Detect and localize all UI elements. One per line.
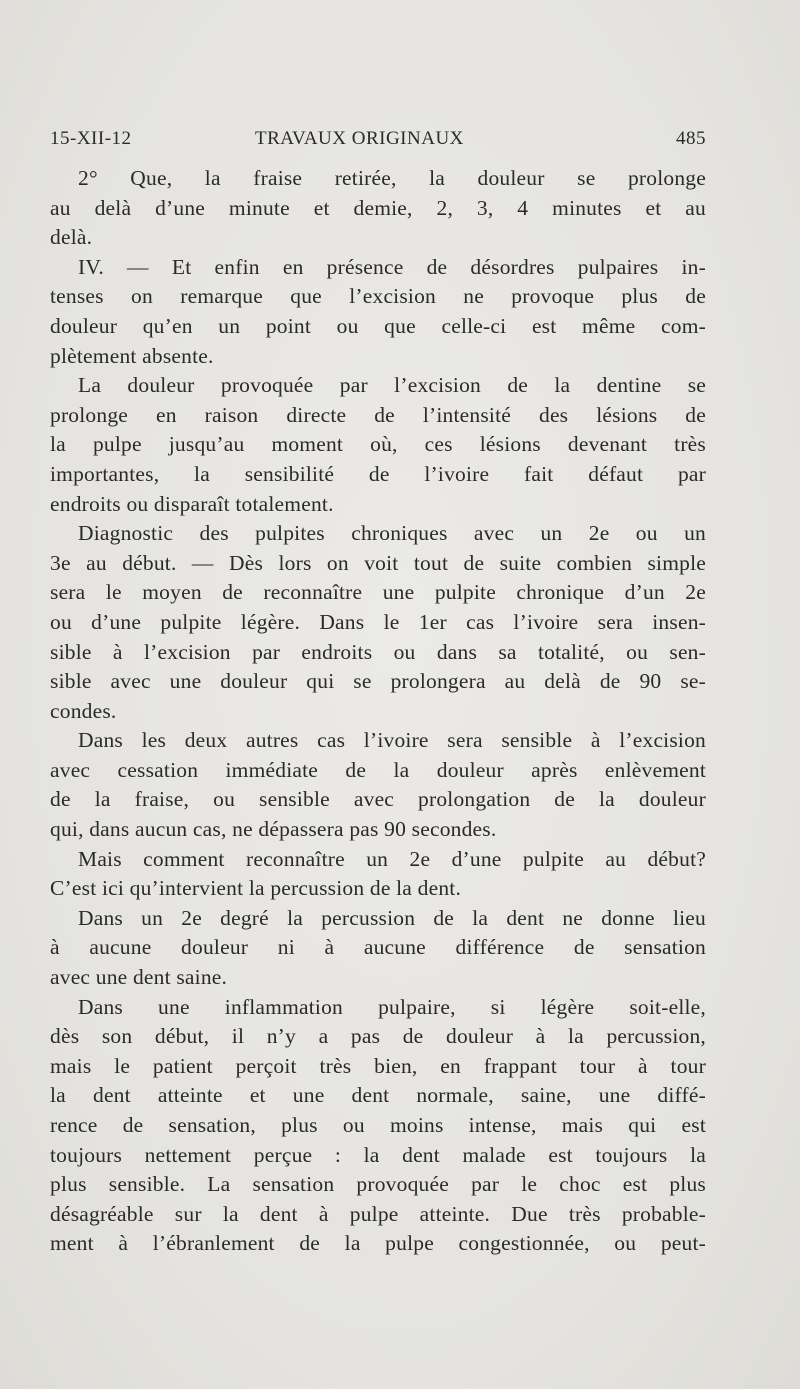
header-section-title: TRAVAUX ORIGINAUX [255, 128, 464, 149]
text-line: delà. [50, 225, 93, 250]
text-line: tenses on remarque que l’excision ne provoque plus de [50, 284, 706, 309]
text-line: qui, dans aucun cas, ne dépassera pas 90 secondes. [50, 817, 497, 842]
text-line: endroits ou disparaît totalement. [50, 491, 334, 516]
article-body [50, 164, 706, 1259]
text-line: IV. — Et enfin en présence de désordres pulpaires in- [78, 254, 706, 279]
text-line: Diagnostic des pulpites chroniques avec un 2e ou un [78, 521, 706, 546]
text-line: Dans les deux autres cas l’ivoire sera sensible à l’excision [78, 728, 706, 753]
text-line: sible à l’excision par endroits ou dans sa totalité, ou sen- [50, 639, 706, 664]
text-line: La douleur provoquée par l’excision de la dentine se [78, 373, 706, 398]
text-line: plètement absente. [50, 343, 214, 368]
text-line: 3e au début. — Dès lors on voit tout de suite combien simple [50, 550, 706, 575]
page-number: 485 [676, 128, 706, 149]
text-line: toujours nettement perçue : la dent malade est toujours la [50, 1142, 706, 1167]
header-date: 15-XII-12 [50, 128, 132, 149]
text-line: plus sensible. La sensation provoquée par le choc est plus [50, 1172, 706, 1197]
text-line: ou d’une pulpite légère. Dans le 1er cas l’ivoire sera insen- [50, 609, 706, 634]
text-line: importantes, la sensibilité de l’ivoire fait défaut par [50, 461, 706, 486]
text-line: Dans un 2e degré la percussion de la dent ne donne lieu [78, 905, 706, 930]
text-line: au delà d’une minute et demie, 2, 3, 4 minutes et au [50, 195, 706, 220]
text-line: C’est ici qu’intervient la percussion de la dent. [50, 876, 462, 901]
text-line: dès son début, il n’y a pas de douleur à la percussion, [50, 1024, 706, 1049]
running-header [50, 128, 706, 158]
text-line: ment à l’ébranlement de la pulpe congestionnée, ou peut- [50, 1231, 706, 1256]
text-line: Dans une inflammation pulpaire, si légère soit-elle, [78, 994, 706, 1019]
text-line: de la fraise, ou sensible avec prolongation de la douleur [50, 787, 706, 812]
text-line: à aucune douleur ni à aucune différence de sensation [50, 935, 706, 960]
text-line: douleur qu’en un point ou que celle-ci est même com- [50, 313, 706, 338]
text-line: Mais comment reconnaître un 2e d’une pulpite au début? [78, 846, 706, 871]
text-line: mais le patient perçoit très bien, en frappant tour à tour [50, 1053, 706, 1078]
text-line: 2° Que, la fraise retirée, la douleur se prolonge [78, 166, 706, 190]
text-line: la dent atteinte et une dent normale, saine, une diffé- [50, 1083, 706, 1108]
text-line: rence de sensation, plus ou moins intense, mais qui est [50, 1113, 706, 1137]
text-line: désagréable sur la dent à pulpe atteinte. Due très probable- [50, 1201, 706, 1226]
text-line: sible avec une douleur qui se prolongera au delà de 90 se- [50, 669, 706, 694]
text-line: sera le moyen de reconnaître une pulpite chronique d’un 2e [50, 580, 706, 605]
text-line: condes. [50, 698, 117, 723]
text-line: la pulpe jusqu’au moment où, ces lésions devenant très [50, 432, 706, 457]
text-line: avec cessation immédiate de la douleur après enlèvement [50, 757, 706, 782]
text-line: avec une dent saine. [50, 965, 228, 990]
text-line: prolonge en raison directe de l’intensité des lésions de [50, 402, 706, 427]
